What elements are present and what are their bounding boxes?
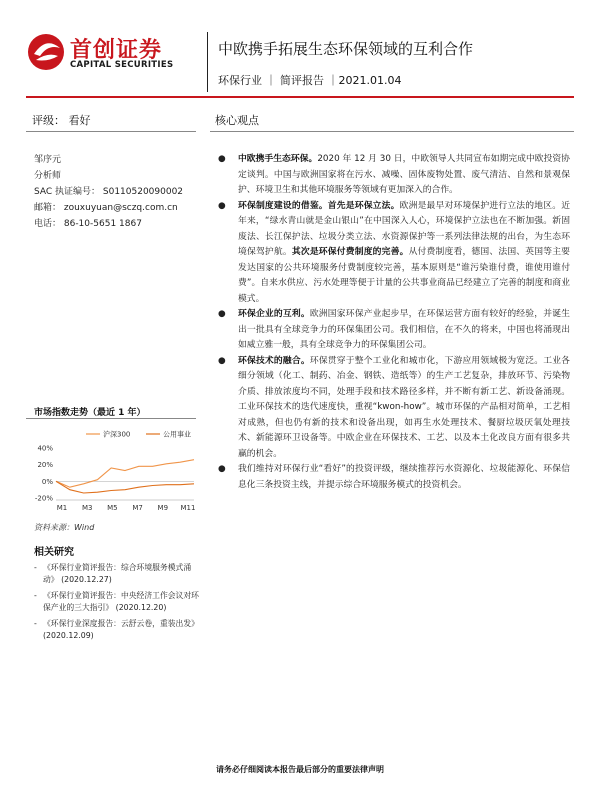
list-dash: - — [34, 591, 37, 600]
related-research-title: 相关研究 — [34, 547, 74, 558]
chart-legend — [86, 430, 191, 439]
x-tick-label: M11 — [180, 504, 196, 512]
bullet-icon: ● — [218, 355, 226, 366]
bullet-text: 我们维持对环保行业“看好”的投资评级，继续推荐污水资源化、垃圾能源化、环保信息化三条投资主线，并提示综合环境服务模式的投资机会。 — [238, 464, 570, 490]
header-divider — [207, 32, 208, 92]
bullet-icon: ● — [218, 309, 226, 319]
bullet-lead: 中欧携手生态环保。 — [238, 154, 318, 164]
header-rule — [26, 96, 574, 98]
y-tick-label: 20% — [37, 461, 53, 470]
x-tick-label: M9 — [157, 504, 169, 512]
bullet-icon: ● — [218, 154, 226, 164]
analyst-phone: 电话： 86-10-5651 1867 — [34, 219, 142, 229]
bullet-text: 欧洲是最早对环境保护进行立法的地区。近年来，“绿水青山就是金山银山”在中国深入人心，环境保护立法也在不断加强。新固废法、长江保护法、垃圾分类立法、水资源保护等一系列法律法规的出台，为生态环境保驾护航。 — [238, 200, 570, 257]
market-index-chart — [26, 420, 204, 518]
related-research-text: 《环保行业简评报告：中央经济工作会议对环保产业的三大指引》 (2020.12.20) — [43, 591, 199, 612]
core-view-bullets — [218, 152, 570, 493]
bullet-text: 环保贯穿于整个工业化和城市化，下游应用领域极为宽泛。工业各细分领域（化工、制药、冶金、钢铁、造纸等）的生产工艺复杂，排放环节、污染物介质、排放浓度均不同，处理手段和技术路径多样，并不断有新工艺、新设备涌现。工业环保技术的迭代速度快，重视“kwon-how”。城市环保的产品相对简单，工艺相对成熟，但也仍有新的技术和设备出现，如再生水处理技术、餐厨垃圾厌氧处理技术、新能源环卫设备等。中欧企业在环保技术、工艺、以及本土化改良方面有很多共赢的机会。 — [238, 355, 570, 459]
bullet-emphasis: 其次是环保付费制度的完善。 — [291, 247, 409, 257]
bullet-lead: 环保技术的融合。 — [238, 355, 310, 366]
brand-name-cn: 首创证券 — [70, 38, 163, 63]
y-tick-label: 0% — [41, 477, 53, 486]
core-view-item — [218, 354, 570, 463]
brand-name-en: CAPITAL SECURITIES — [70, 60, 174, 70]
related-research-item[interactable] — [34, 618, 202, 642]
bullet-text: 从付费制度看，德国、法国、英国等主要发达国家的公共环境服务付费制度较完善，基本原则是“谁污染谁付费，谁使用谁付费”。自来水供应、污水处理等便于计量的公共事业商品已经建立了完善的制度和商业模式。 — [238, 247, 570, 304]
bullet-icon: ● — [218, 464, 226, 474]
legal-footer: 请务必仔细阅读本报告最后部分的重要法律声明 — [216, 765, 384, 774]
related-research-text: 《环保行业深度报告：云舒云卷，重装出发》 (2020.12.09) — [43, 619, 199, 640]
core-view-item — [218, 199, 570, 308]
legend-label: 沪深300 — [103, 430, 131, 439]
brand-logo — [26, 30, 196, 72]
x-tick-label: M3 — [81, 504, 93, 512]
related-research-text: 《环保行业简评报告：综合环境服务模式涌动》 (2020.12.27) — [43, 563, 192, 584]
chart-grid — [56, 481, 194, 500]
bullet-icon: ● — [218, 200, 226, 211]
bullet-emphasis: 首先是环保立法。 — [327, 200, 400, 211]
y-tick-label: -20% — [34, 494, 53, 503]
bullet-lead: 环保制度建设的借鉴。 — [238, 200, 328, 211]
report-title: 中欧携手拓展生态环保领域的互利合作 — [218, 40, 474, 58]
market-rule — [26, 418, 196, 419]
related-research-item[interactable] — [34, 590, 202, 614]
bullet-lead: 环保企业的互利。 — [238, 309, 310, 319]
x-tick-label: M7 — [132, 504, 143, 512]
chart-lines — [56, 460, 194, 493]
core-view-title: 核心观点 — [215, 114, 259, 127]
analyst-info — [34, 152, 183, 232]
x-tick-label: M5 — [107, 504, 118, 512]
rating-label: 评级： 看好 — [32, 114, 91, 127]
list-dash: - — [34, 619, 37, 628]
bullet-text: 欧洲国家环保产业起步早，在环保运营方面有较好的经验，并诞生出一批具有全球竞争力的环保集团公司。我们相信，在不久的将来，中国也将涌现出如威立雅一般，具有全球竞争力的环保集团公司。 — [238, 309, 570, 350]
core-rule — [210, 131, 574, 132]
chart-ticks — [35, 445, 196, 513]
y-tick-label: 40% — [37, 444, 53, 453]
market-chart-title: 市场指数走势（最近 1 年） — [34, 408, 146, 418]
analyst-name: 邹序元 — [34, 155, 62, 165]
analyst-role: 分析师 — [34, 171, 62, 181]
legend-label: 公用事业 — [163, 430, 191, 439]
series-line-1 — [56, 481, 194, 493]
rating-rule — [26, 131, 196, 132]
bullet-text: 2020 年 12 月 30 日，中欧领导人共同宣布如期完成中欧投资协定谈判。中国与欧洲国家将在污水、减噪、固体废物处置、废气清洁、自然和景观保护、环境卫生和其他环境服务等领域有更加深入的合作。 — [238, 154, 570, 195]
related-research-item[interactable] — [34, 562, 202, 586]
report-meta: 环保行业 ｜ 简评报告 ｜2021.01.04 — [218, 74, 402, 87]
core-view-item — [218, 462, 570, 493]
related-research-list — [34, 562, 202, 646]
analyst-email[interactable]: 邮箱： zouxuyuan@sczq.com.cn — [34, 203, 178, 213]
list-dash: - — [34, 563, 37, 572]
x-tick-label: M1 — [56, 504, 68, 512]
series-line-0 — [56, 460, 194, 488]
chart-source: 资料来源：Wind — [34, 523, 95, 532]
core-view-item — [218, 152, 570, 199]
core-view-item — [218, 307, 570, 354]
analyst-sac: SAC 执证编号： S0110520090002 — [34, 187, 184, 197]
brand-logo-icon — [26, 32, 66, 72]
